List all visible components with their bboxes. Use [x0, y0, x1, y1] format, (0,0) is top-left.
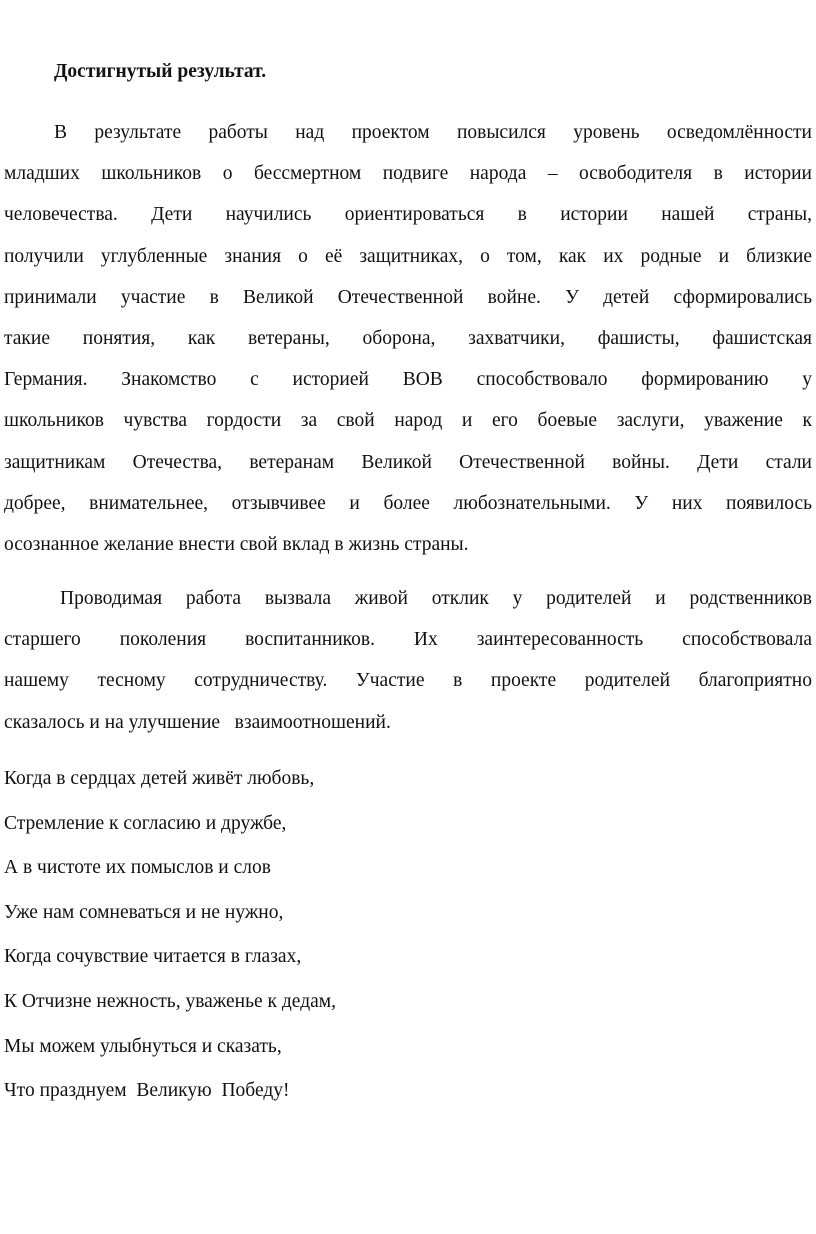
poem-line: Когда в сердцах детей живёт любовь, — [4, 768, 315, 789]
paragraph-line: школьников чувства гордости за свой народ и его боевые заслуги, уважение к — [4, 410, 812, 432]
paragraph-line: Германия. Знакомство с историей ВОВ способствовало формированию у — [4, 369, 812, 391]
poem — [4, 757, 336, 1114]
poem-line: Уже нам сомневаться и не нужно, — [4, 901, 284, 923]
poem-line: Стремление к согласию и дружбе, — [4, 812, 287, 834]
paragraph-line: добрее, внимательнее, отзывчивее и более любознательными. У них появилось — [4, 492, 812, 514]
paragraph-line: получили углубленные знания о её защитниках, о том, как их родные и близкие — [4, 245, 812, 267]
paragraph-line: нашему тесному сотрудничеству. Участие в проекте родителей благоприятно — [4, 670, 812, 692]
section-heading: Достигнутый результат. — [54, 61, 267, 82]
paragraph-line: такие понятия, как ветераны, оборона, захватчики, фашисты, фашистская — [4, 327, 812, 349]
paragraph-parents — [4, 578, 812, 743]
paragraph-line: Проводимая работа вызвала живой отклик у родителей и родственников — [60, 588, 812, 609]
paragraph-line: В результате работы над проектом повысился уровень осведомлённости — [54, 122, 812, 143]
paragraph-line: старшего поколения воспитанников. Их заинтересованность способствовала — [4, 629, 812, 651]
paragraph-line: принимали участие в Великой Отечественной войне. У детей сформировались — [4, 286, 812, 308]
paragraph-results — [4, 112, 812, 565]
poem-line: Мы можем улыбнуться и сказать, — [4, 1035, 282, 1057]
paragraph-line: человечества. Дети научились ориентироваться в истории нашей страны, — [4, 204, 812, 226]
paragraph-line: защитникам Отечества, ветеранам Великой Отечественной войны. Дети стали — [4, 451, 812, 473]
paragraph-line: сказалось и на улучшение взаимоотношений. — [4, 711, 391, 733]
poem-line: Что празднуем Великую Победу! — [4, 1080, 290, 1102]
paragraph-line: осознанное желание внести свой вклад в жизнь страны. — [4, 533, 469, 555]
poem-line: К Отчизне нежность, уваженье к дедам, — [4, 990, 336, 1012]
paragraph-line: младших школьников о бессмертном подвиге народа – освободителя в истории — [4, 163, 812, 185]
poem-line: А в чистоте их помыслов и слов — [4, 857, 271, 879]
poem-line: Когда сочувствие читается в глазах, — [4, 946, 302, 968]
